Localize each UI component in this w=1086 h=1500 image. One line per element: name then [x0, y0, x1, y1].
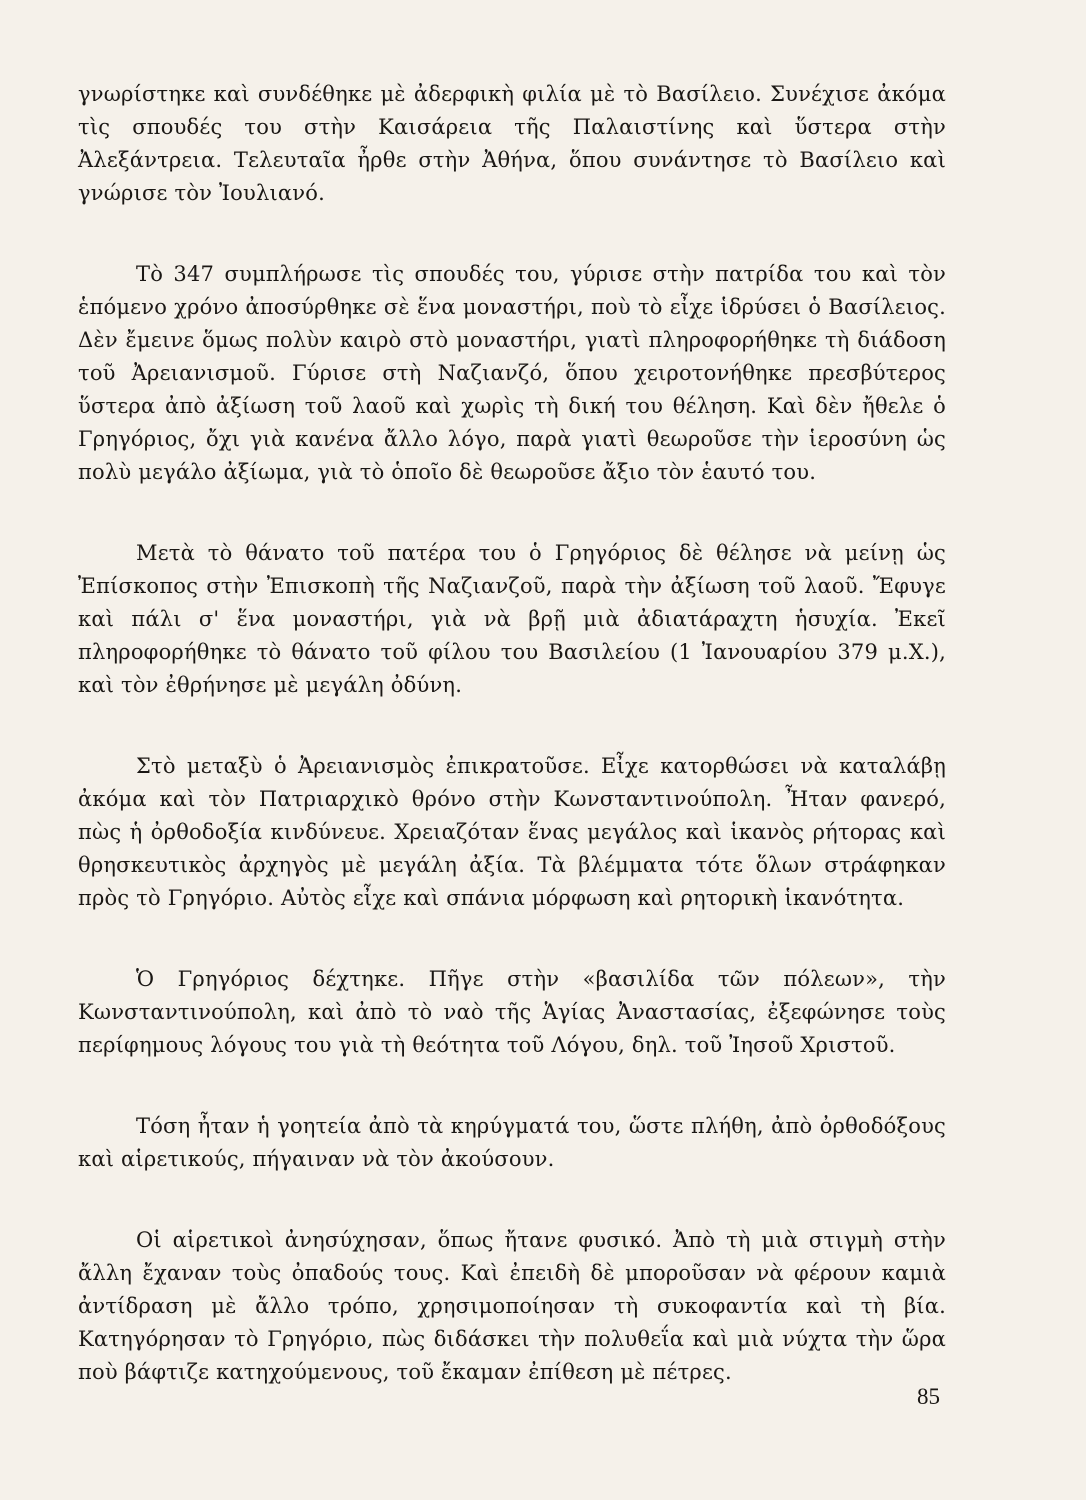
paragraph-5: Ὁ Γρηγόριος δέχτηκε. Πῆγε στὴν «βασιλίδα τῶν πόλεων», τὴν Κωνσταντινούπολη, καὶ ἀπὸ τὸ ναὸ τῆς Ἁγίας Ἀναστασίας, ἐξεφώνησε τοὺς περίφημους λόγους του γιὰ τὴ θεότητα τοῦ Λόγου, δηλ. τοῦ Ἰησοῦ Χριστοῦ.: [78, 967, 946, 1057]
paragraph-2: Τὸ 347 συμπλήρωσε τὶς σπουδές του, γύρισε στὴν πατρίδα του καὶ τὸν ἑπόμενο χρόνο ἀποσύρθηκε σὲ ἕνα μοναστήρι, ποὺ τὸ εἶχε ἱδρύσει ὁ Βασίλειος. Δὲν ἔμεινε ὅμως πολὺν καιρὸ στὸ μοναστήρι, γιατὶ πληροφορήθηκε τὴ διάδοση τοῦ Ἀρειανισμοῦ. Γύρισε στὴ Ναζιανζό, ὅπου χειροτονήθηκε πρεσβύτερος ὕστερα ἀπὸ ἀξίωση τοῦ λαοῦ καὶ χωρὶς τὴ δική του θέληση. Καὶ δὲν ἤθελε ὁ Γρηγόριος, ὄχι γιὰ κανένα ἄλλο λόγο, παρὰ γιατὶ θεωροῦσε τὴν ἱεροσύνη ὡς πολὺ μεγάλο ἀξίωμα, γιὰ τὸ ὁποῖο δὲ θεωροῦσε ἄξιο τὸν ἑαυτό του.: [78, 262, 946, 484]
paragraph-6: Τόση ἦταν ἡ γοητεία ἀπὸ τὰ κηρύγματά του, ὥστε πλήθη, ἀπὸ ὀρθοδόξους καὶ αἱρετικούς, πήγαιναν νὰ τὸν ἀκούσουν.: [78, 1114, 946, 1171]
page-number: 85: [917, 1384, 940, 1409]
paragraph-4: Στὸ μεταξὺ ὁ Ἀρειανισμὸς ἐπικρατοῦσε. Εἶχε κατορθώσει νὰ καταλάβῃ ἀκόμα καὶ τὸν Πατριαρχικὸ θρόνο στὴν Κωνσταντινούπολη. Ἦταν φανερό, πὼς ἡ ὀρθοδοξία κινδύνευε. Χρειαζόταν ἕνας μεγάλος καὶ ἱκανὸς ρήτορας καὶ θρησκευτικὸς ἀρχηγὸς μὲ μεγάλη ἀξία. Τὰ βλέμματα τότε ὅλων στράφηκαν πρὸς τὸ Γρηγόριο. Αὐτὸς εἶχε καὶ σπάνια μόρφωση καὶ ρητορικὴ ἱκανότητα.: [78, 754, 946, 910]
paragraph-3: Μετὰ τὸ θάνατο τοῦ πατέρα του ὁ Γρηγόριος δὲ θέλησε νὰ μείνῃ ὡς Ἐπίσκοπος στὴν Ἐπισκοπὴ τῆς Ναζιανζοῦ, παρὰ τὴν ἀξίωση τοῦ λαοῦ. Ἔφυγε καὶ πάλι σ' ἕνα μοναστήρι, γιὰ νὰ βρῇ μιὰ ἀδιατάραχτη ἡσυχία. Ἐκεῖ πληροφορήθηκε τὸ θάνατο τοῦ φίλου του Βασιλείου (1 Ἰανουαρίου 379 μ.Χ.), καὶ τὸν ἐθρήνησε μὲ μεγάλη ὀδύνη.: [78, 541, 946, 697]
paragraph-7: Οἱ αἱρετικοὶ ἀνησύχησαν, ὅπως ἤτανε φυσικό. Ἀπὸ τὴ μιὰ στιγμὴ στὴν ἄλλη ἔχαναν τοὺς ὀπαδούς τους. Καὶ ἐπειδὴ δὲ μποροῦσαν νὰ φέρουν καμιὰ ἀντίδραση μὲ ἄλλο τρόπο, χρησιμοποίησαν τὴ συκοφαντία καὶ τὴ βία. Κατηγόρησαν τὸ Γρηγόριο, πὼς διδάσκει τὴν πολυθεΐα καὶ μιὰ νύχτα τὴν ὥρα ποὺ βάφτιζε κατηχούμενους, τοῦ ἔκαμαν ἐπίθεση μὲ πέτρες.: [78, 1228, 946, 1384]
paragraph-1: γνωρίστηκε καὶ συνδέθηκε μὲ ἀδερφικὴ φιλία μὲ τὸ Βασίλειο. Συνέχισε ἀκόμα τὶς σπουδές του στὴν Καισάρεια τῆς Παλαιστίνης καὶ ὕστερα στὴν Ἀλεξάντρεια. Τελευταῖα ἦρθε στὴν Ἀθήνα, ὅπου συνάντησε τὸ Βασίλειο καὶ γνώρισε τὸν Ἰουλιανό.: [78, 82, 946, 205]
text-column: [78, 78, 946, 1437]
